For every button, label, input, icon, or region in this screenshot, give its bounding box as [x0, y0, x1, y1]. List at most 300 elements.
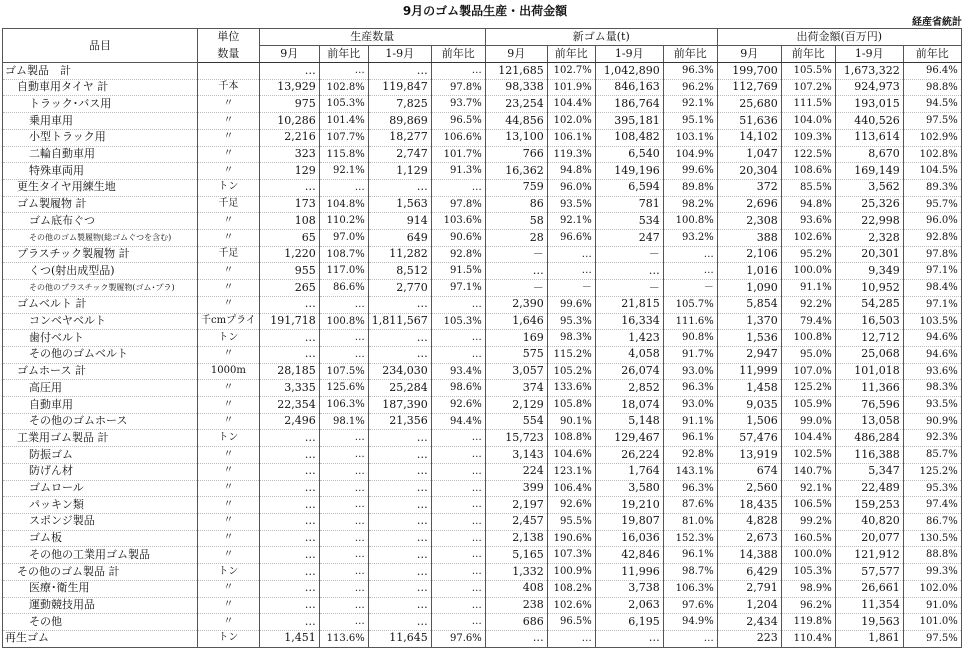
yoy-cell: 96.1%: [663, 430, 717, 447]
value-cell: 6,429: [717, 564, 781, 581]
value-cell: …: [259, 497, 319, 514]
value-cell: 13,929: [259, 79, 319, 96]
value-cell: 1,536: [717, 330, 781, 347]
value-cell: 1,016: [717, 263, 781, 280]
yoy-cell: 99.6%: [547, 296, 595, 313]
header-sub-month: 9月: [259, 46, 319, 63]
value-cell: 57,577: [835, 564, 903, 581]
table-row: [3, 230, 962, 247]
value-cell: …: [259, 580, 319, 597]
yoy-cell: 92.8%: [663, 447, 717, 464]
yoy-cell: …: [663, 263, 717, 280]
value-cell: －: [485, 280, 547, 297]
value-cell: 18,277: [368, 129, 431, 146]
yoy-cell: …: [431, 530, 485, 547]
yoy-cell: 102.8%: [903, 146, 961, 163]
yoy-cell: 115.2%: [547, 346, 595, 363]
yoy-cell: 97.8%: [903, 246, 961, 263]
value-cell: 86: [485, 196, 547, 213]
value-cell: 399: [485, 480, 547, 497]
value-cell: …: [259, 480, 319, 497]
value-cell: 2,791: [717, 580, 781, 597]
unit-cell: トン: [198, 430, 260, 447]
item-name: 再生ゴム: [3, 630, 198, 647]
yoy-cell: 93.7%: [431, 96, 485, 113]
yoy-cell: …: [319, 346, 368, 363]
value-cell: 1,764: [595, 463, 663, 480]
yoy-cell: 87.6%: [663, 497, 717, 514]
value-cell: 22,998: [835, 213, 903, 230]
item-name: 防振ゴム: [3, 447, 198, 464]
yoy-cell: 88.8%: [903, 547, 961, 564]
yoy-cell: 94.4%: [431, 413, 485, 430]
yoy-cell: 85.5%: [781, 179, 835, 196]
yoy-cell: 110.2%: [319, 213, 368, 230]
value-cell: 2,129: [485, 397, 547, 414]
yoy-cell: …: [319, 614, 368, 631]
yoy-cell: 90.8%: [663, 330, 717, 347]
yoy-cell: …: [431, 63, 485, 80]
yoy-cell: 97.1%: [903, 263, 961, 280]
unit-cell: 〃: [198, 146, 260, 163]
yoy-cell: 100.0%: [781, 547, 835, 564]
value-cell: 2,106: [717, 246, 781, 263]
value-cell: 9,349: [835, 263, 903, 280]
item-name: 運動競技用品: [3, 597, 198, 614]
yoy-cell: 97.1%: [903, 296, 961, 313]
table-row: [3, 246, 962, 263]
yoy-cell: …: [319, 547, 368, 564]
yoy-cell: 95.7%: [903, 196, 961, 213]
value-cell: 18,435: [717, 497, 781, 514]
value-cell: …: [259, 547, 319, 564]
value-cell: 1,646: [485, 313, 547, 330]
yoy-cell: 102.6%: [781, 230, 835, 247]
yoy-cell: 96.3%: [663, 63, 717, 80]
value-cell: 14,102: [717, 129, 781, 146]
value-cell: …: [368, 564, 431, 581]
yoy-cell: 105.7%: [663, 296, 717, 313]
value-cell: 26,224: [595, 447, 663, 464]
value-cell: 440,526: [835, 113, 903, 130]
value-cell: 129: [259, 163, 319, 180]
value-cell: 3,057: [485, 363, 547, 380]
value-cell: 11,282: [368, 246, 431, 263]
yoy-cell: 105.3%: [781, 564, 835, 581]
value-cell: 169,149: [835, 163, 903, 180]
yoy-cell: 125.2%: [903, 463, 961, 480]
yoy-cell: 91.0%: [903, 597, 961, 614]
yoy-cell: 90.1%: [547, 413, 595, 430]
table-row: [3, 313, 962, 330]
yoy-cell: 97.6%: [431, 630, 485, 647]
item-name: その他のプラスチック製履物(ゴム･プラ): [3, 280, 198, 297]
value-cell: 759: [485, 179, 547, 196]
unit-cell: 〃: [198, 163, 260, 180]
yoy-cell: 93.4%: [431, 363, 485, 380]
value-cell: 486,284: [835, 430, 903, 447]
value-cell: 408: [485, 580, 547, 597]
yoy-cell: 104.6%: [547, 447, 595, 464]
value-cell: 2,947: [717, 346, 781, 363]
value-cell: 1,332: [485, 564, 547, 581]
value-cell: 51,636: [717, 113, 781, 130]
value-cell: …: [368, 597, 431, 614]
yoy-cell: 96.4%: [903, 63, 961, 80]
value-cell: 25,068: [835, 346, 903, 363]
yoy-cell: 119.3%: [547, 146, 595, 163]
yoy-cell: 90.9%: [903, 413, 961, 430]
yoy-cell: …: [431, 597, 485, 614]
value-cell: 2,434: [717, 614, 781, 631]
value-cell: 1,861: [835, 630, 903, 647]
value-cell: 2,696: [717, 196, 781, 213]
header-production: 生産数量: [259, 29, 485, 46]
value-cell: 2,673: [717, 530, 781, 547]
yoy-cell: 107.7%: [319, 129, 368, 146]
yoy-cell: 96.0%: [903, 213, 961, 230]
value-cell: 11,354: [835, 597, 903, 614]
value-cell: 193,015: [835, 96, 903, 113]
table-row: [3, 413, 962, 430]
yoy-cell: 105.8%: [547, 397, 595, 414]
unit-cell: 〃: [198, 413, 260, 430]
yoy-cell: 111.6%: [663, 313, 717, 330]
table-row: [3, 346, 962, 363]
item-name: ゴム製品 計: [3, 63, 198, 80]
item-name: 二輪自動車用: [3, 146, 198, 163]
yoy-cell: 98.1%: [319, 413, 368, 430]
item-name: スポンジ製品: [3, 513, 198, 530]
yoy-cell: 102.0%: [547, 113, 595, 130]
yoy-cell: …: [547, 263, 595, 280]
item-name: ゴム製履物 計: [3, 196, 198, 213]
value-cell: 1,204: [717, 597, 781, 614]
yoy-cell: 104.4%: [547, 96, 595, 113]
yoy-cell: …: [431, 564, 485, 581]
yoy-cell: 97.5%: [903, 113, 961, 130]
yoy-cell: 104.9%: [663, 146, 717, 163]
table-row: [3, 463, 962, 480]
value-cell: 1,451: [259, 630, 319, 647]
yoy-cell: 95.1%: [663, 113, 717, 130]
item-name: ゴムロール: [3, 480, 198, 497]
yoy-cell: 93.6%: [781, 213, 835, 230]
value-cell: 19,210: [595, 497, 663, 514]
value-cell: …: [368, 346, 431, 363]
table-row: [3, 179, 962, 196]
yoy-cell: …: [431, 547, 485, 564]
table-row: [3, 79, 962, 96]
unit-cell: 〃: [198, 213, 260, 230]
item-name: 乗用車用: [3, 113, 198, 130]
item-name: その他の工業用ゴム製品: [3, 547, 198, 564]
value-cell: 16,334: [595, 313, 663, 330]
value-cell: 3,143: [485, 447, 547, 464]
value-cell: 1,042,890: [595, 63, 663, 80]
yoy-cell: …: [431, 463, 485, 480]
value-cell: 40,820: [835, 513, 903, 530]
unit-cell: トン: [198, 630, 260, 647]
value-cell: 2,457: [485, 513, 547, 530]
yoy-cell: －: [663, 280, 717, 297]
value-cell: 191,718: [259, 313, 319, 330]
table-row: [3, 564, 962, 581]
yoy-cell: －: [547, 280, 595, 297]
yoy-cell: 130.5%: [903, 530, 961, 547]
value-cell: 4,058: [595, 346, 663, 363]
value-cell: 10,286: [259, 113, 319, 130]
value-cell: 1,220: [259, 246, 319, 263]
table-row: [3, 146, 962, 163]
value-cell: 121,685: [485, 63, 547, 80]
item-name: その他のゴムホース: [3, 413, 198, 430]
value-cell: …: [259, 614, 319, 631]
table-row: [3, 330, 962, 347]
value-cell: 13,058: [835, 413, 903, 430]
value-cell: …: [259, 530, 319, 547]
unit-cell: 千cmプライ: [198, 313, 260, 330]
yoy-cell: …: [663, 630, 717, 647]
value-cell: 1,506: [717, 413, 781, 430]
value-cell: 25,680: [717, 96, 781, 113]
table-row: [3, 263, 962, 280]
item-name: 高圧用: [3, 380, 198, 397]
value-cell: 23,254: [485, 96, 547, 113]
yoy-cell: …: [547, 246, 595, 263]
yoy-cell: 106.1%: [547, 129, 595, 146]
yoy-cell: 97.5%: [903, 630, 961, 647]
item-name: プラスチック製履物 計: [3, 246, 198, 263]
yoy-cell: 94.8%: [547, 163, 595, 180]
table-row: [3, 113, 962, 130]
yoy-cell: 104.0%: [781, 113, 835, 130]
value-cell: 388: [717, 230, 781, 247]
item-name: ゴムホース 計: [3, 363, 198, 380]
yoy-cell: …: [319, 296, 368, 313]
yoy-cell: 108.2%: [547, 580, 595, 597]
value-cell: 1,811,567: [368, 313, 431, 330]
value-cell: 199,700: [717, 63, 781, 80]
item-name: ゴム板: [3, 530, 198, 547]
yoy-cell: 108.8%: [547, 430, 595, 447]
table-row: [3, 280, 962, 297]
value-cell: 1,370: [717, 313, 781, 330]
yoy-cell: 92.1%: [547, 213, 595, 230]
value-cell: 13,919: [717, 447, 781, 464]
value-cell: 121,912: [835, 547, 903, 564]
yoy-cell: 107.5%: [319, 363, 368, 380]
table-row: [3, 363, 962, 380]
value-cell: …: [368, 547, 431, 564]
value-cell: 18,074: [595, 397, 663, 414]
value-cell: 44,856: [485, 113, 547, 130]
value-cell: 149,196: [595, 163, 663, 180]
value-cell: 234,030: [368, 363, 431, 380]
yoy-cell: 89.8%: [663, 179, 717, 196]
value-cell: 58: [485, 213, 547, 230]
value-cell: 20,077: [835, 530, 903, 547]
value-cell: 1,458: [717, 380, 781, 397]
value-cell: 119,847: [368, 79, 431, 96]
yoy-cell: 94.9%: [663, 614, 717, 631]
yoy-cell: 95.5%: [547, 513, 595, 530]
yoy-cell: …: [319, 463, 368, 480]
yoy-cell: 81.0%: [663, 513, 717, 530]
yoy-cell: 86.7%: [903, 513, 961, 530]
yoy-cell: 91.1%: [781, 280, 835, 297]
yoy-cell: 125.6%: [319, 380, 368, 397]
table-row: [3, 380, 962, 397]
yoy-cell: 97.6%: [663, 597, 717, 614]
table-row: [3, 430, 962, 447]
yoy-cell: 92.6%: [547, 497, 595, 514]
value-cell: －: [595, 280, 663, 297]
yoy-cell: …: [319, 330, 368, 347]
yoy-cell: 98.6%: [431, 380, 485, 397]
table-row: [3, 580, 962, 597]
value-cell: 76,596: [835, 397, 903, 414]
header-sub-month: 9月: [717, 46, 781, 63]
table-row: [3, 447, 962, 464]
item-name: 小型トラック用: [3, 129, 198, 146]
yoy-cell: 93.6%: [903, 363, 961, 380]
value-cell: 10,952: [835, 280, 903, 297]
header-sub-yoy: 前年比: [663, 46, 717, 63]
yoy-cell: 96.6%: [547, 230, 595, 247]
yoy-cell: 122.5%: [781, 146, 835, 163]
item-name: パッキン類: [3, 497, 198, 514]
yoy-cell: …: [319, 63, 368, 80]
item-name: ゴム底布ぐつ: [3, 213, 198, 230]
yoy-cell: 96.5%: [547, 614, 595, 631]
table-row: [3, 163, 962, 180]
value-cell: 5,148: [595, 413, 663, 430]
yoy-cell: 97.4%: [903, 497, 961, 514]
yoy-cell: 101.7%: [431, 146, 485, 163]
yoy-cell: 96.2%: [781, 597, 835, 614]
yoy-cell: 90.6%: [431, 230, 485, 247]
unit-cell: 千足: [198, 196, 260, 213]
value-cell: …: [259, 296, 319, 313]
value-cell: 766: [485, 146, 547, 163]
unit-cell: 〃: [198, 513, 260, 530]
table-body: [3, 63, 962, 648]
unit-cell: 〃: [198, 346, 260, 363]
yoy-cell: 125.2%: [781, 380, 835, 397]
header-sub-yoy: 前年比: [781, 46, 835, 63]
yoy-cell: 123.1%: [547, 463, 595, 480]
item-name: その他のゴム製品 計: [3, 564, 198, 581]
yoy-cell: 106.6%: [431, 129, 485, 146]
yoy-cell: 100.8%: [781, 330, 835, 347]
value-cell: －: [595, 246, 663, 263]
table-row: [3, 497, 962, 514]
value-cell: 21,356: [368, 413, 431, 430]
value-cell: 11,999: [717, 363, 781, 380]
yoy-cell: 95.2%: [781, 246, 835, 263]
yoy-cell: 92.6%: [431, 397, 485, 414]
yoy-cell: 106.3%: [663, 580, 717, 597]
value-cell: 19,807: [595, 513, 663, 530]
yoy-cell: 115.8%: [319, 146, 368, 163]
unit-cell: 〃: [198, 397, 260, 414]
value-cell: 11,366: [835, 380, 903, 397]
value-cell: 112,769: [717, 79, 781, 96]
value-cell: －: [485, 246, 547, 263]
unit-cell: 〃: [198, 280, 260, 297]
value-cell: 173: [259, 196, 319, 213]
yoy-cell: 107.3%: [547, 547, 595, 564]
yoy-cell: 95.3%: [547, 313, 595, 330]
value-cell: …: [259, 564, 319, 581]
value-cell: 15,723: [485, 430, 547, 447]
table-row: [3, 96, 962, 113]
value-cell: …: [259, 597, 319, 614]
unit-cell: トン: [198, 330, 260, 347]
yoy-cell: 93.5%: [903, 397, 961, 414]
yoy-cell: …: [547, 630, 595, 647]
value-cell: 108,482: [595, 129, 663, 146]
value-cell: 1,673,322: [835, 63, 903, 80]
yoy-cell: …: [431, 447, 485, 464]
value-cell: …: [485, 263, 547, 280]
item-name: 特殊車両用: [3, 163, 198, 180]
value-cell: 108: [259, 213, 319, 230]
unit-cell: 〃: [198, 580, 260, 597]
value-cell: …: [485, 630, 547, 647]
yoy-cell: 99.6%: [663, 163, 717, 180]
unit-cell: 千本: [198, 79, 260, 96]
value-cell: 159,253: [835, 497, 903, 514]
yoy-cell: 160.5%: [781, 530, 835, 547]
item-name: 医療･衛生用: [3, 580, 198, 597]
value-cell: 42,846: [595, 547, 663, 564]
table-row: [3, 630, 962, 647]
yoy-cell: 111.5%: [781, 96, 835, 113]
value-cell: …: [259, 63, 319, 80]
item-name: ゴムベルト 計: [3, 296, 198, 313]
yoy-cell: 96.2%: [663, 79, 717, 96]
yoy-cell: 105.9%: [781, 397, 835, 414]
yoy-cell: 110.4%: [781, 630, 835, 647]
value-cell: …: [259, 430, 319, 447]
yoy-cell: 92.3%: [903, 430, 961, 447]
yoy-cell: 92.8%: [903, 230, 961, 247]
yoy-cell: 97.1%: [431, 280, 485, 297]
header-sub-ytd: 1-9月: [368, 46, 431, 63]
yoy-cell: 98.2%: [663, 196, 717, 213]
yoy-cell: 143.1%: [663, 463, 717, 480]
yoy-cell: 102.5%: [781, 447, 835, 464]
value-cell: 2,496: [259, 413, 319, 430]
unit-cell: 〃: [198, 597, 260, 614]
yoy-cell: 100.0%: [781, 263, 835, 280]
value-cell: 2,770: [368, 280, 431, 297]
value-cell: …: [368, 463, 431, 480]
table-row: [3, 547, 962, 564]
table-row: [3, 530, 962, 547]
item-name: 自動車用: [3, 397, 198, 414]
header-sub-yoy: 前年比: [319, 46, 368, 63]
item-name: 自動車用タイヤ 計: [3, 79, 198, 96]
value-cell: 575: [485, 346, 547, 363]
unit-cell: トン: [198, 179, 260, 196]
yoy-cell: …: [431, 580, 485, 597]
yoy-cell: 92.8%: [431, 246, 485, 263]
value-cell: 26,661: [835, 580, 903, 597]
value-cell: 2,328: [835, 230, 903, 247]
